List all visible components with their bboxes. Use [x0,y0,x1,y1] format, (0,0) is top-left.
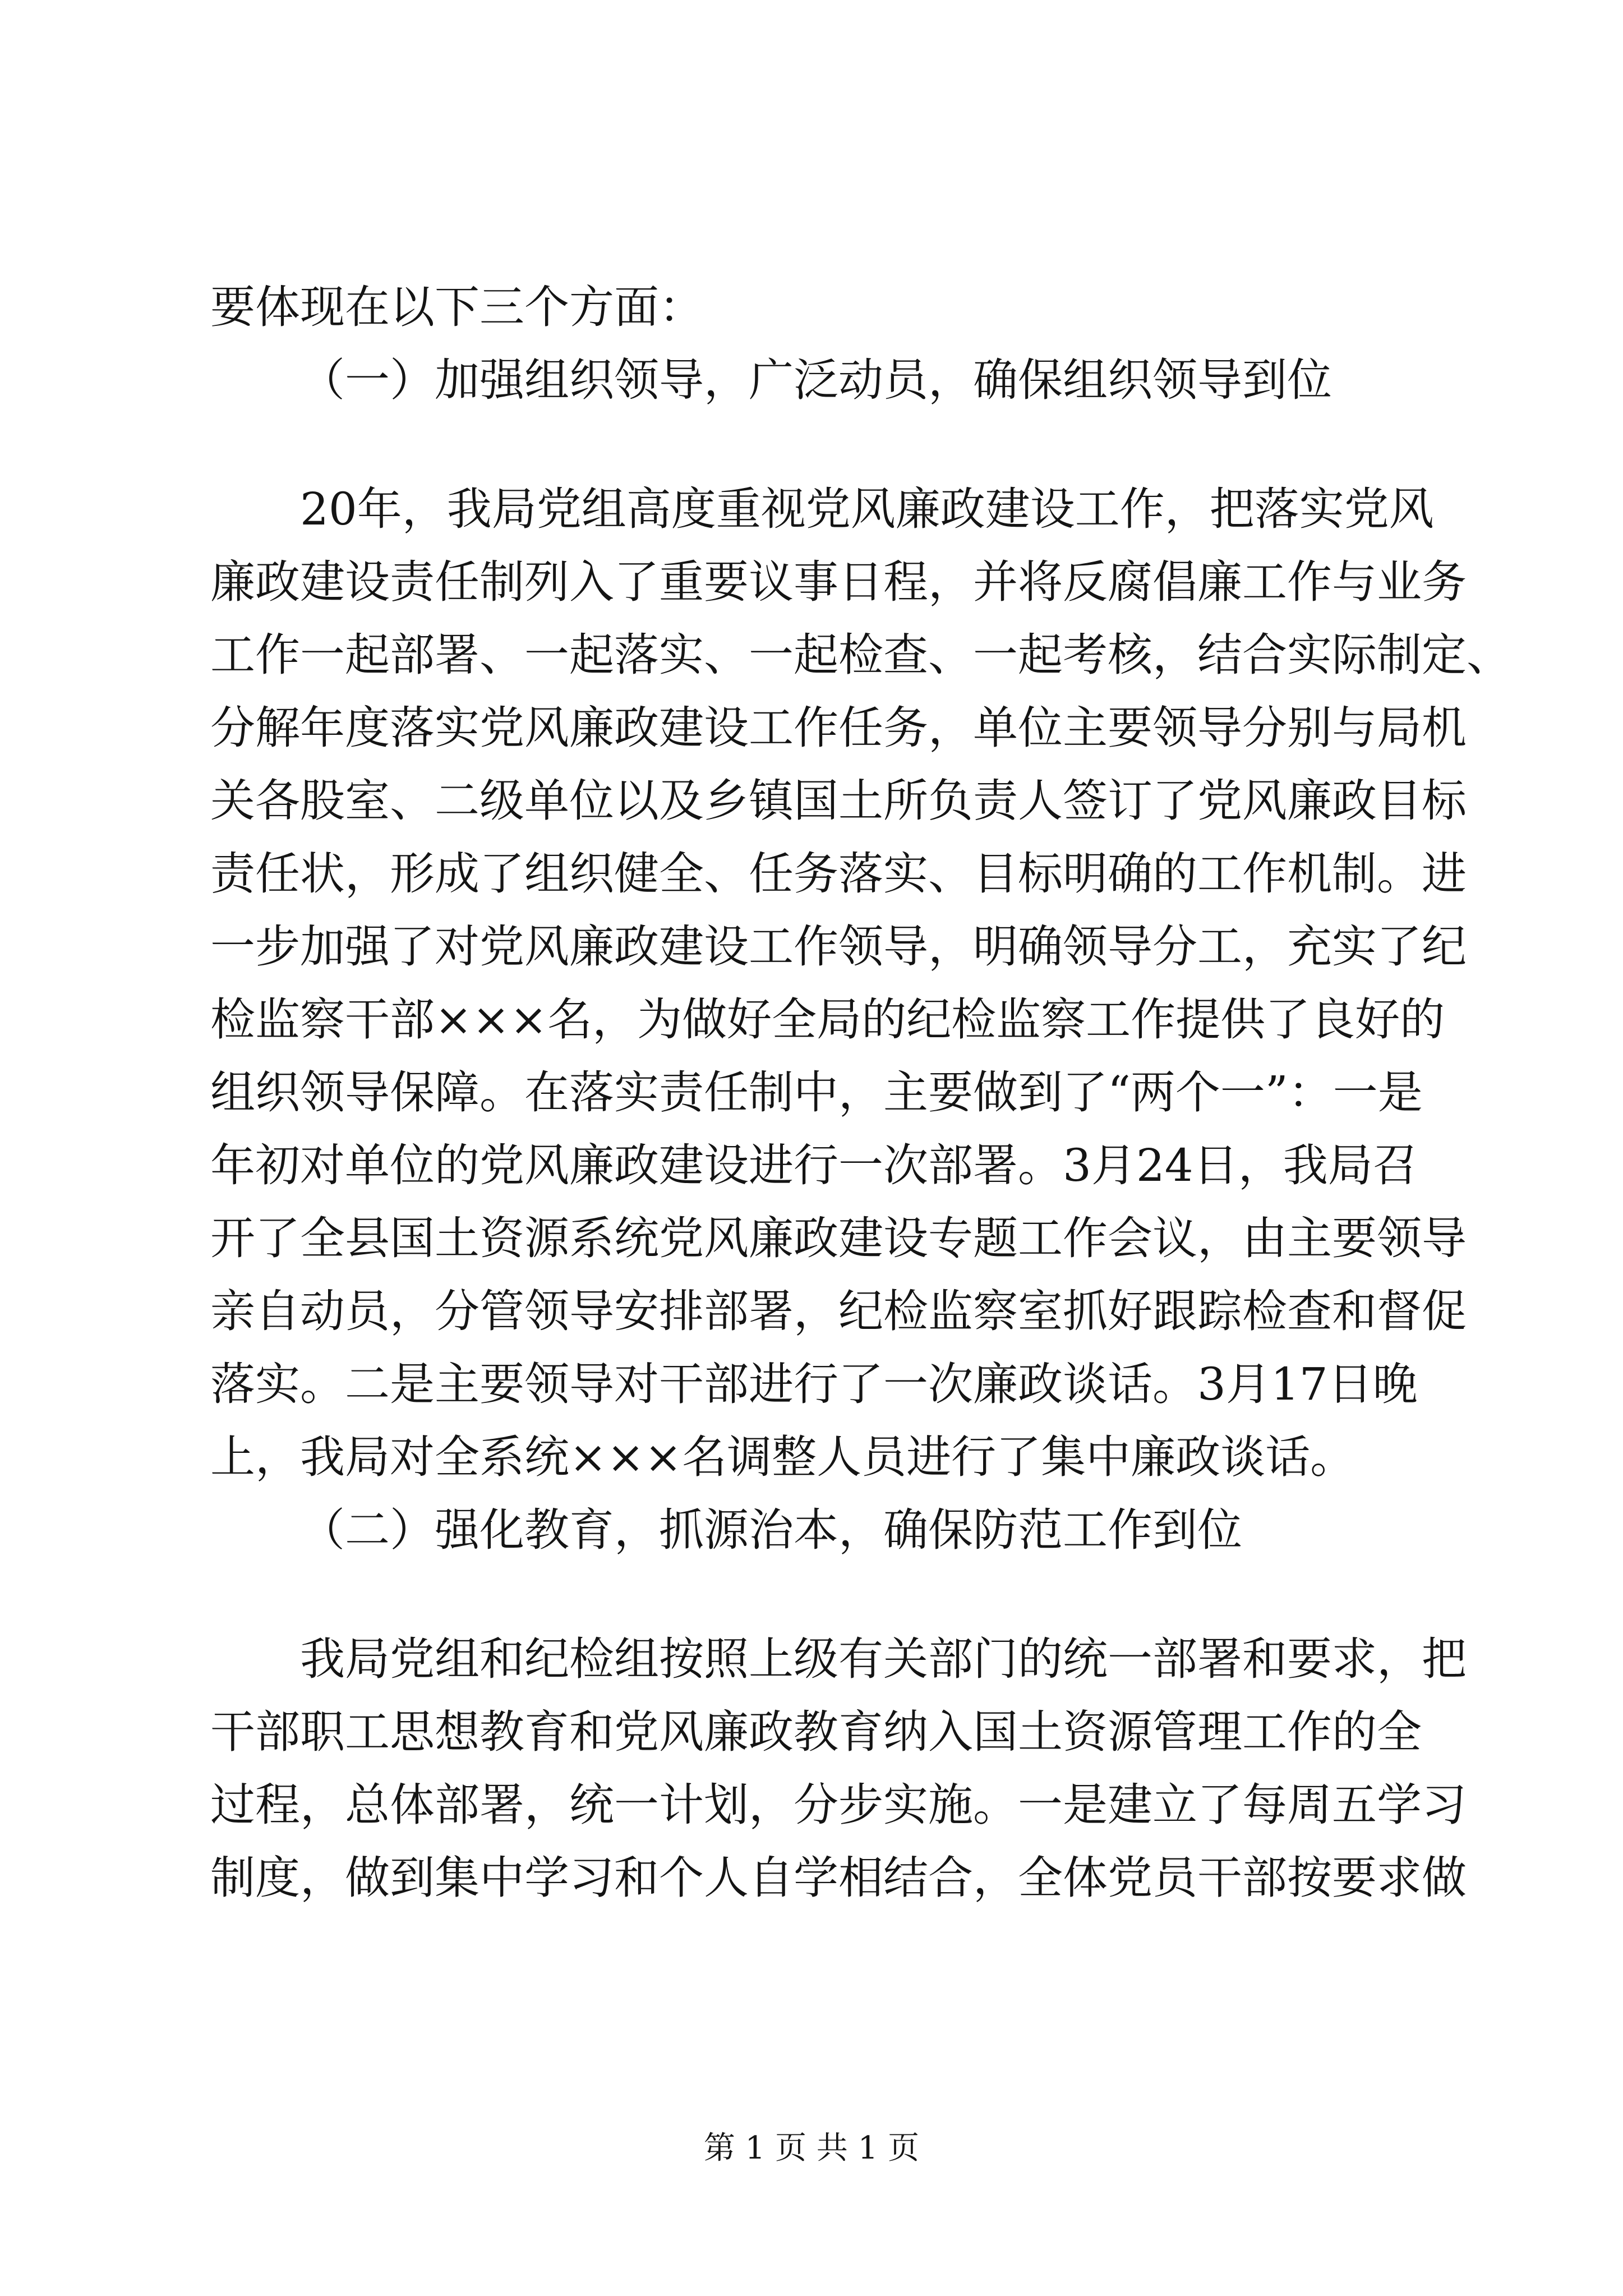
paragraph-line: 过程，总体部署，统一计划，分步实施。一是建立了每周五学习 [210,1779,1467,1831]
paragraph-line: 廉政建设责任制列入了重要议事日程，并将反腐倡廉工作与业务 [210,556,1467,608]
paragraph-line: 责任状，形成了组织健全、任务落实、目标明确的工作机制。进 [210,848,1467,900]
paragraph-line: 20年，我局党组高度重视党风廉政建设工作，把落实党风 [300,483,1434,535]
section-heading: （二）强化教育，抓源治本，确保防范工作到位 [300,1504,1242,1556]
paragraph-line: 一步加强了对党风廉政建设工作领导，明确领导分工，充实了纪 [210,921,1467,973]
paragraph-line: 落实。二是主要领导对干部进行了一次廉政谈话。3月17日晚 [210,1358,1418,1410]
paragraph-line: 我局党组和纪检组按照上级有关部门的统一部署和要求，把 [300,1633,1467,1685]
paragraph-line: 要体现在以下三个方面： [210,281,704,333]
paragraph-line: 检监察干部×××名，为做好全局的纪检监察工作提供了良好的 [210,993,1445,1046]
paragraph-line: 关各股室、二级单位以及乡镇国土所负责人签订了党风廉政目标 [210,775,1467,827]
section-heading: （一）加强组织领导，广泛动员，确保组织领导到位 [300,354,1332,406]
paragraph-line: 组织领导保障。在落实责任制中，主要做到了“两个一”：一是 [210,1066,1423,1119]
page-number-footer: 第 1 页 共 1 页 [703,2130,920,2166]
paragraph-line: 分解年度落实党风廉政建设工作任务，单位主要领导分别与局机 [210,702,1467,754]
paragraph-line: 制度，做到集中学习和个人自学相结合，全体党员干部按要求做 [210,1852,1467,1904]
paragraph-line: 亲自动员，分管领导安排部署，纪检监察室抓好跟踪检查和督促 [210,1285,1467,1337]
paragraph-line: 年初对单位的党风廉政建设进行一次部署。3月24日，我局召 [210,1139,1418,1191]
paragraph-line: 开了全县国土资源系统党风廉政建设专题工作会议，由主要领导 [210,1212,1467,1264]
paragraph-line: 上，我局对全系统×××名调整人员进行了集中廉政谈话。 [210,1431,1355,1483]
paragraph-line: 干部职工思想教育和党风廉政教育纳入国土资源管理工作的全 [210,1706,1422,1758]
paragraph-line: 工作一起部署、一起落实、一起检查、一起考核，结合实际制定、 [210,629,1511,681]
